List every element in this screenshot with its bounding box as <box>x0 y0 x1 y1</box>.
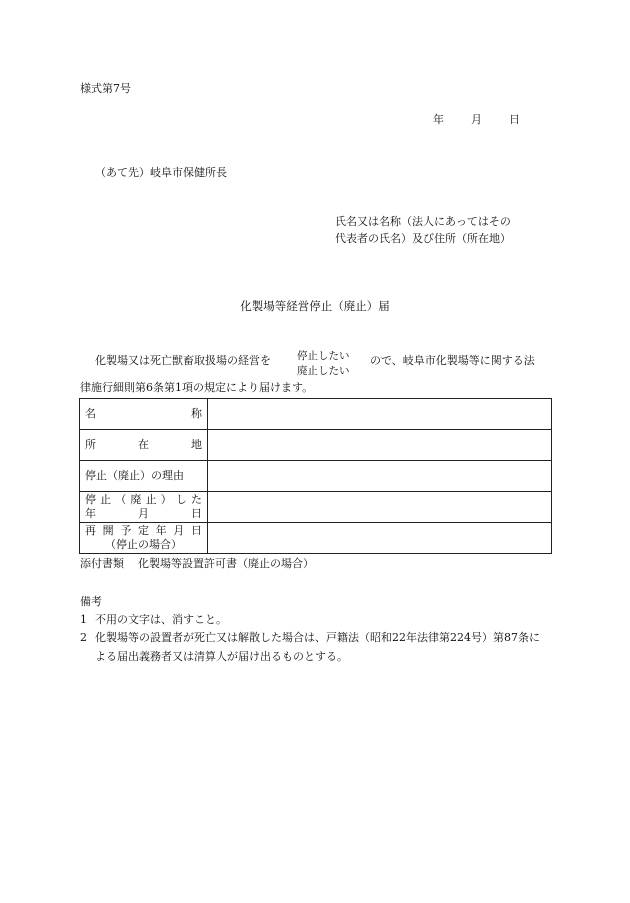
choice-stop: 停止したい <box>297 350 350 362</box>
table-row <box>80 492 552 523</box>
body-text-line2: 律施行細則第6条第1項の規定により届けます。 <box>80 381 314 394</box>
label-location <box>80 430 208 461</box>
date-year: 年 <box>433 113 444 126</box>
value-name[interactable] <box>208 399 552 430</box>
attachments-label: 添付書類 <box>80 557 124 570</box>
table-row <box>80 461 552 492</box>
label-char: 月 <box>138 507 149 520</box>
remark-number: 2 <box>80 631 87 644</box>
label-char: 定 <box>137 524 149 537</box>
date-line <box>433 113 520 127</box>
remark-number: 1 <box>80 613 87 626</box>
info-table <box>79 398 552 554</box>
label-char: 月 <box>173 524 185 537</box>
label-reason: 停止（廃止）の理由 <box>80 461 208 492</box>
remark-item-2-continued: よる届出義務者又は清算人が届け出るものとする。 <box>95 650 348 663</box>
label-char: 地 <box>191 438 202 451</box>
choice-abolish: 廃止したい <box>297 365 350 377</box>
remark-item-2 <box>80 631 540 645</box>
stop-or-abolish-choice <box>297 349 350 379</box>
value-stop-date[interactable] <box>208 492 552 523</box>
label-char: 予 <box>120 524 132 537</box>
label-char: 年 <box>155 524 167 537</box>
label-char: 在 <box>138 438 149 451</box>
attachments <box>80 557 314 571</box>
label-resume-date-note: （停止の場合） <box>105 538 182 551</box>
remark-text: 化製場等の設置者が死亡又は解散した場合は、戸籍法（昭和22年法律第224号）第87条に <box>95 631 540 644</box>
label-char: 止 <box>100 493 112 506</box>
body-text-part1: 化製場又は死亡獣畜取扱場の経営を <box>95 354 271 367</box>
table-row <box>80 523 552 554</box>
date-month: 月 <box>471 113 482 126</box>
label-char: （ <box>115 493 127 506</box>
label-char: 日 <box>191 507 202 520</box>
label-char: 廃 <box>130 493 142 506</box>
label-char: 日 <box>190 524 202 537</box>
applicant-label <box>335 213 511 247</box>
value-reason[interactable] <box>208 461 552 492</box>
value-location[interactable] <box>208 430 552 461</box>
label-char: 称 <box>191 407 202 420</box>
applicant-label-line2: 代表者の氏名）及び住所（所在地） <box>335 232 511 245</box>
label-name <box>80 399 208 430</box>
label-char: た <box>190 493 202 506</box>
form-number: 様式第7号 <box>80 82 131 95</box>
table-row <box>80 430 552 461</box>
label-char: 名 <box>85 407 96 420</box>
body-text-part2: ので、岐阜市化製場等に関する法 <box>370 354 535 367</box>
document-title: 化製場等経営停止（廃止）届 <box>240 299 390 313</box>
table-row <box>80 399 552 430</box>
remark-text: 不用の文字は、消すこと。 <box>95 613 227 626</box>
label-resume-date <box>80 523 208 554</box>
label-char: 開 <box>102 524 114 537</box>
label-char: 所 <box>85 438 96 451</box>
label-stop-date <box>80 492 208 523</box>
label-char: 年 <box>85 507 96 520</box>
date-day: 日 <box>509 113 520 126</box>
applicant-label-line1: 氏名又は名称（法人にあってはその <box>335 215 511 228</box>
remarks-heading: 備考 <box>80 595 102 608</box>
value-resume-date[interactable] <box>208 523 552 554</box>
addressee: （あて先）岐阜市保健所長 <box>95 166 227 179</box>
label-char: ） <box>160 493 172 506</box>
attachments-text: 化製場等設置許可書（廃止の場合） <box>138 557 314 570</box>
label-char: 再 <box>85 524 96 537</box>
remark-item-1 <box>80 613 227 627</box>
label-char: 止 <box>145 493 157 506</box>
label-char: し <box>175 493 187 506</box>
label-char: 停 <box>85 493 96 506</box>
